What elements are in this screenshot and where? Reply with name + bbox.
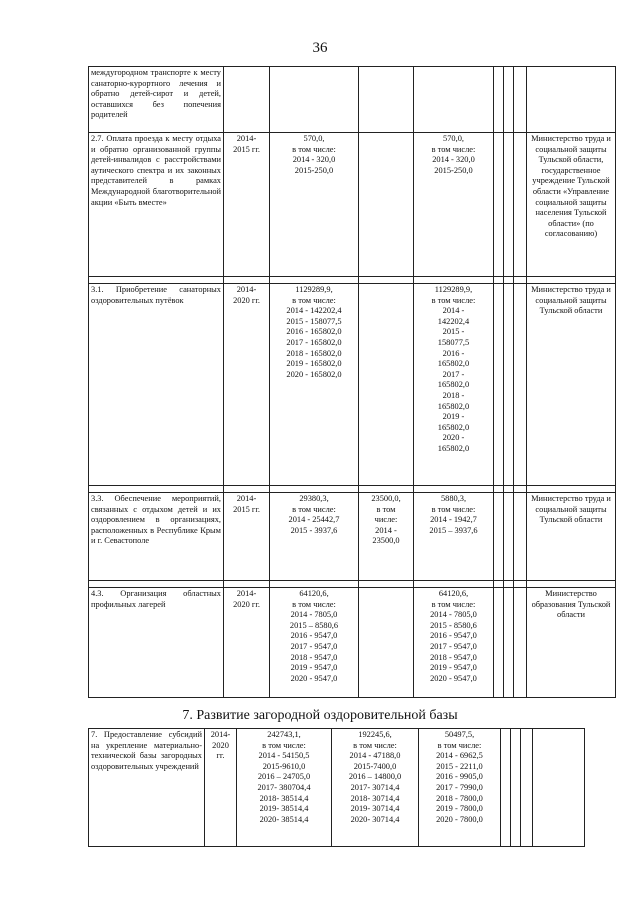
executor-cell: Министерство образования Тульской области bbox=[527, 588, 616, 698]
other-cell bbox=[514, 133, 527, 277]
regional-cell: 5880,3, в том числе: 2014 - 1942,7 2015 – 3937,6 bbox=[414, 493, 494, 581]
federal-cell bbox=[359, 67, 414, 133]
period-cell: 2014- 2015 гг. bbox=[224, 133, 270, 277]
total-cell: 64120,6, в том числе: 2014 - 7805,0 2015 – 8580,6 2016 - 9547,0 2017 - 9547,0 2018 - 9547,0 2019 - 9547,0 2020 - 9547,0 bbox=[270, 588, 359, 698]
period-cell: 2014- 2020 гг. bbox=[224, 588, 270, 698]
municipal-cell bbox=[494, 588, 504, 698]
other-cell bbox=[514, 588, 527, 698]
municipal-cell bbox=[494, 133, 504, 277]
extrabudget-cell bbox=[504, 493, 514, 581]
table-row bbox=[89, 493, 616, 581]
total-cell: 1129289,9, в том числе: 2014 - 142202,4 2015 - 158077,5 2016 - 165802,0 2017 - 165802,0 2018 - 165802,0 2019 - 165802,0 2020 - 165802,0 bbox=[270, 284, 359, 486]
municipal-cell bbox=[494, 284, 504, 486]
section-heading: 7. Развитие загородной оздоровительной базы bbox=[182, 708, 458, 723]
program-table bbox=[88, 66, 616, 698]
measure-cell: 4.3. Организация областных профильных лагерей bbox=[89, 588, 224, 698]
table-row bbox=[89, 729, 585, 847]
federal-cell: 192245,6, в том числе: 2014 - 47188,0 2015-7400,0 2016 – 14800,0 2017- 30714,4 2018- 30714,4 2019- 30714,4 2020- 30714,4 bbox=[332, 729, 419, 847]
section-table bbox=[88, 728, 585, 847]
total-cell bbox=[270, 67, 359, 133]
table-row bbox=[89, 67, 616, 133]
extrabudget-cell bbox=[504, 67, 514, 133]
table-row bbox=[89, 133, 616, 277]
measure-cell: междугородном транспорте к месту санаторно-курортного лечения и обратно детей-сирот и детей, оставшихся без попечения родителей bbox=[89, 67, 224, 133]
total-cell: 29380,3, в том числе: 2014 - 25442,7 2015 - 3937,6 bbox=[270, 493, 359, 581]
extrabudget-cell bbox=[504, 284, 514, 486]
total-cell: 570,0, в том числе: 2014 - 320,0 2015-250,0 bbox=[270, 133, 359, 277]
table-gap bbox=[89, 486, 616, 493]
municipal-cell bbox=[494, 493, 504, 581]
regional-cell: 1129289,9, в том числе: 2014 - 142202,4 2015 - 158077,5 2016 - 165802,0 2017 - 165802,0 2018 - 165802,0 2019 - 165802,0 2020 - 165802,0 bbox=[414, 284, 494, 486]
extrabudget-cell bbox=[504, 588, 514, 698]
period-cell bbox=[224, 67, 270, 133]
executor-cell: Министерство труда и социальной защиты Тульской области bbox=[527, 284, 616, 486]
municipal-cell bbox=[494, 67, 504, 133]
municipal-cell bbox=[501, 729, 511, 847]
period-cell: 2014- 2015 гг. bbox=[224, 493, 270, 581]
table-row bbox=[89, 284, 616, 486]
regional-cell: 64120,6, в том числе: 2014 - 7805,0 2015 - 8580,6 2016 - 9547,0 2017 - 9547,0 2018 - 9547,0 2019 - 9547,0 2020 - 9547,0 bbox=[414, 588, 494, 698]
page-number: 36 bbox=[312, 40, 328, 56]
federal-cell: 23500,0, в том числе: 2014 - 23500,0 bbox=[359, 493, 414, 581]
extrabudget-cell bbox=[511, 729, 521, 847]
measure-cell: 7. Предоставление субсидий на укрепление материально-технической базы загородных оздоровительных учреждений bbox=[89, 729, 205, 847]
period-cell: 2014- 2020 гг. bbox=[224, 284, 270, 486]
regional-cell: 50497,5, в том числе: 2014 - 6962,5 2015 - 2211,0 2016 - 9905,0 2017 - 7990,0 2018 - 7800,0 2019 - 7800,0 2020 - 7800,0 bbox=[419, 729, 501, 847]
executor-cell: Министерство труда и социальной защиты Тульской области bbox=[527, 493, 616, 581]
executor-cell: Министерство труда и социальной защиты Тульской области, государственное учреждение Тульской области «Управление социальной защиты населения Тульской области» (по согласованию) bbox=[527, 133, 616, 277]
federal-cell bbox=[359, 284, 414, 486]
federal-cell bbox=[359, 588, 414, 698]
federal-cell bbox=[359, 133, 414, 277]
measure-cell: 2.7. Оплата проезда к месту отдыха и обратно организованной группы детей-инвалидов с расстройствами аутического спектра и их законных представителей в рамках Международной благотворительной акции «Быть вместе» bbox=[89, 133, 224, 277]
table-gap bbox=[89, 581, 616, 588]
table-gap bbox=[89, 277, 616, 284]
executor-cell bbox=[533, 729, 585, 847]
total-cell: 242743,1, в том числе: 2014 - 54150,5 2015-9610,0 2016 – 24705,0 2017- 380704,4 2018- 38514,4 2019- 38514,4 2020- 38514,4 bbox=[237, 729, 332, 847]
regional-cell bbox=[414, 67, 494, 133]
period-cell: 2014- 2020 гг. bbox=[205, 729, 237, 847]
executor-cell bbox=[527, 67, 616, 133]
table-row bbox=[89, 588, 616, 698]
other-cell bbox=[514, 493, 527, 581]
measure-cell: 3.3. Обеспечение мероприятий, связанных с отдыхом детей и их оздоровлением в организациях, расположенных в Республике Крым и г. Севастополе bbox=[89, 493, 224, 581]
measure-cell: 3.1. Приобретение санаторных оздоровительных путёвок bbox=[89, 284, 224, 486]
extrabudget-cell bbox=[504, 133, 514, 277]
other-cell bbox=[514, 284, 527, 486]
other-cell bbox=[514, 67, 527, 133]
other-cell bbox=[521, 729, 533, 847]
regional-cell: 570,0, в том числе: 2014 - 320,0 2015-250,0 bbox=[414, 133, 494, 277]
